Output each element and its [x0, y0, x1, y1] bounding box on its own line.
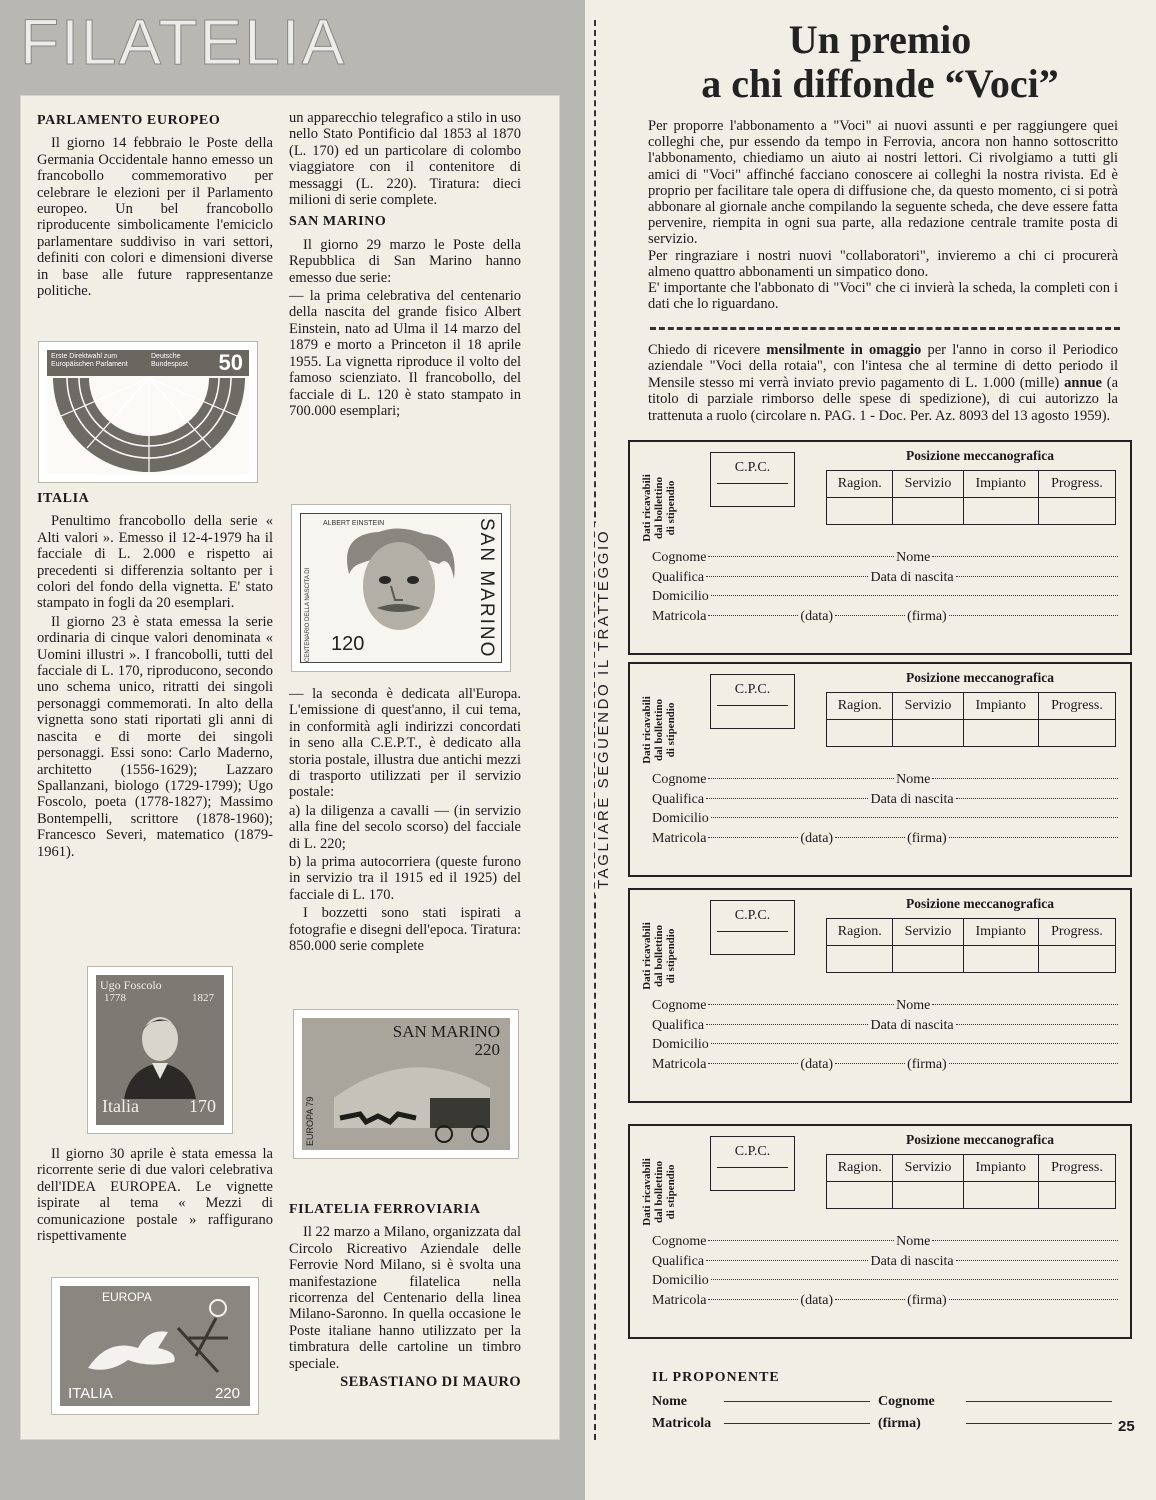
headline-line1: Un premio — [788, 17, 972, 62]
heading-ferroviaria: FILATELIA FERROVIARIA — [289, 1202, 481, 1217]
domicilio-field[interactable] — [711, 595, 1118, 596]
label-data-nascita: Data di nascita — [870, 1017, 954, 1033]
label-domicilio: Domicilio — [652, 1037, 709, 1052]
pm-cell[interactable] — [893, 498, 963, 525]
label-qualifica: Qualifica — [652, 1017, 705, 1033]
pm-col-progress: Progress. — [1038, 471, 1115, 498]
data-nascita-field[interactable] — [956, 798, 1118, 799]
pm-cell[interactable] — [1038, 498, 1115, 525]
pm-col-servizio: Servizio — [893, 1155, 963, 1182]
form-vlabel: Dati ricavabili dal bollettino di stipendio — [641, 696, 677, 764]
pm-table — [826, 692, 1116, 747]
qualifica-field[interactable] — [706, 798, 868, 799]
pm-cell[interactable] — [893, 720, 963, 747]
firma-field[interactable] — [949, 615, 1118, 616]
column-1b — [37, 488, 273, 862]
cpc-box[interactable] — [710, 900, 795, 955]
text-sanmarino-6: I bozzetti sono stati ispirati a fotografie e disegni dell'epoca. Tiratura: 850.000 serie complete — [289, 905, 521, 955]
stagecoach-icon — [320, 1048, 510, 1148]
headline — [620, 18, 1140, 106]
pm-col-progress: Progress. — [1038, 1155, 1115, 1182]
label-nome: Nome — [896, 1234, 931, 1249]
proponente-nome-label: Nome — [652, 1394, 687, 1409]
domicilio-field[interactable] — [711, 817, 1118, 818]
stamp-sanmarino-europa — [293, 1009, 519, 1159]
pm-cell[interactable] — [963, 946, 1038, 973]
text-sanmarino-2: — la prima celebrativa del centenario della nascita del grande fisico Albert Einstein, nato ad Ulma il 14 marzo del 1879 e morto a Princeton il 18 aprile 1955. La vignetta riproduce il volto del famoso scienziato. Il francobollo, del facciale di L. 120 è stato stampato in 700.000 esemplari; — [289, 288, 521, 419]
matricola-field[interactable] — [708, 1299, 798, 1300]
nome-field[interactable] — [932, 778, 1118, 779]
text-italia-2: Il giorno 23 è stata emessa la serie ordinaria di cinque valori denominata « Uomini illustri ». I francobolli, tutti del facciale di L. 170, riproducono, secondo uno schema unico, ritratti dei singoli personaggi commemorati. In alto della vignetta sono stati riportati gli anni di nascita e di morte dei singoli personaggi. Essi sono: Carlo Maderno, architetto (1556-1629); Lazzaro Spallanzani, biologo (1729-1799); Ugo Foscolo, poeta (1778-1827); Massimo Bontempelli, scrittore (1878-1960); Francesco Severi, matematico (1879-1961). — [37, 613, 273, 860]
matricola-field[interactable] — [708, 1063, 798, 1064]
filatelia-article — [20, 95, 560, 1440]
intro-1: Per proporre l'abbonamento a "Voci" ai nuovi assunti e per raggiungere quei colleghi che, pur essendo da tempo in Ferrovia, ancora non hanno sottoscritto l'abbonamento, chiediamo un aiuto ai nostri lettori. Ci rivolgiamo a tutti gli amici di "Voci" affinché facciano conoscere ai colleghi la nostra rivista. Ed è proprio per facilitare tale opera di diffusione che, da questo momento, ci si potrà abbonare al giornale anche compilando la seguente scheda, che deve essere fatta pervenire, riempita in ogni sua parte, alla redazione centrale tramite posta di servizio. — [648, 118, 1118, 248]
data-nascita-field[interactable] — [956, 576, 1118, 577]
label-data-nascita: Data di nascita — [870, 791, 954, 807]
subscription-form — [628, 440, 1132, 655]
pm-col-ragion: Ragion. — [827, 1155, 893, 1182]
dove-icon — [78, 1298, 238, 1388]
proponente-title: IL PROPONENTE — [652, 1370, 780, 1385]
label-firma: (firma) — [907, 830, 947, 846]
firma-field[interactable] — [949, 1299, 1118, 1300]
column-2 — [289, 110, 521, 421]
cpc-label: C.P.C. — [734, 682, 771, 697]
matricola-field[interactable] — [708, 615, 798, 616]
label-matricola: Matricola — [652, 830, 707, 846]
portrait-icon — [120, 1009, 200, 1099]
pm-cell[interactable] — [963, 720, 1038, 747]
label-nome: Nome — [896, 550, 931, 565]
label-data: (data) — [800, 608, 834, 624]
headline-line2: a chi diffonde “Voci” — [701, 61, 1059, 106]
label-domicilio: Domicilio — [652, 811, 709, 826]
proponente-cognome-label: Cognome — [878, 1394, 935, 1409]
cognome-field[interactable] — [708, 556, 894, 557]
label-nome: Nome — [896, 998, 931, 1013]
stamp-foscolo-year1: 1778 — [104, 992, 126, 1004]
column-1c — [37, 1146, 273, 1246]
nome-field[interactable] — [932, 1240, 1118, 1241]
form-vlabel: Dati ricavabili dal bollettino di stipendio — [641, 922, 677, 990]
label-qualifica: Qualifica — [652, 569, 705, 585]
domicilio-field[interactable] — [711, 1043, 1118, 1044]
text-sanmarino-4: a) la diligenza a cavalli — (in servizio alla fine del secolo scorso) del facciale di L. 220; — [289, 802, 521, 852]
proponente-section — [652, 1370, 1120, 1438]
cpc-label: C.P.C. — [734, 908, 771, 923]
stamp-germany-value: 50 — [218, 350, 243, 375]
label-nome: Nome — [896, 772, 931, 787]
cpc-label: C.P.C. — [734, 460, 771, 475]
matricola-field[interactable] — [708, 837, 798, 838]
label-matricola: Matricola — [652, 608, 707, 624]
pm-cell[interactable] — [963, 498, 1038, 525]
nome-field[interactable] — [932, 556, 1118, 557]
pm-cell[interactable] — [827, 1182, 893, 1209]
column-1 — [37, 110, 273, 301]
cut-label: TAGLIARE SEGUENDO IL TRATTEGGIO — [595, 523, 612, 895]
pm-col-ragion: Ragion. — [827, 471, 893, 498]
label-data: (data) — [800, 830, 834, 846]
data-nascita-field[interactable] — [956, 1024, 1118, 1025]
proponente-matricola-label: Matricola — [652, 1416, 712, 1431]
data-nascita-field[interactable] — [956, 1260, 1118, 1261]
stamp-sm-country: SAN MARINO — [392, 1022, 500, 1041]
stamp-sm-value: 220 — [474, 1040, 500, 1059]
label-firma: (firma) — [907, 1292, 947, 1308]
text-sanmarino-1: Il giorno 29 marzo le Poste della Repubblica di San Marino hanno emesso due serie: — [289, 236, 521, 286]
pm-col-impianto: Impianto — [963, 471, 1038, 498]
proponente-firma-field[interactable] — [966, 1423, 1112, 1424]
stamp-einstein — [291, 504, 511, 672]
label-data-nascita: Data di nascita — [870, 1253, 954, 1269]
form-vlabel: Dati ricavabili dal bollettino di stipendio — [641, 474, 677, 542]
label-domicilio: Domicilio — [652, 1273, 709, 1288]
section-title: FILATELIA — [20, 6, 347, 78]
form-fields — [652, 1232, 1120, 1310]
cpc-label: C.P.C. — [734, 1144, 771, 1159]
label-data-nascita: Data di nascita — [870, 569, 954, 585]
text-sanmarino-5: b) la prima autocorriera (queste furono in servizio tra il 1915 ed il 1925) del facciale di L. 170. — [289, 854, 521, 903]
label-domicilio: Domicilio — [652, 589, 709, 604]
stamp-germany-line1: Erste Direktwahl zum — [51, 353, 118, 360]
label-qualifica: Qualifica — [652, 791, 705, 807]
label-cognome: Cognome — [652, 772, 707, 787]
pm-col-impianto: Impianto — [963, 919, 1038, 946]
data-field[interactable] — [835, 837, 905, 838]
intro-3: E' importante che l'abbonato di "Voci" che ci invierà la scheda, la completi con i dati che lo riguardano. — [648, 280, 1118, 313]
pm-title: Posizione meccanografica — [905, 448, 1055, 463]
pm-col-servizio: Servizio — [893, 693, 963, 720]
label-firma: (firma) — [907, 608, 947, 624]
request-text — [648, 342, 1118, 424]
request-d: annue — [1064, 374, 1102, 391]
label-qualifica: Qualifica — [652, 1253, 705, 1269]
label-cognome: Cognome — [652, 998, 707, 1013]
cognome-field[interactable] — [708, 1004, 894, 1005]
stamp-sm-side: EUROPA 79 — [305, 1096, 315, 1146]
proponente-nome-field[interactable] — [724, 1401, 870, 1402]
stamp-italia-europa — [51, 1277, 259, 1415]
stamp-einstein-country: SAN MARINO — [476, 518, 497, 659]
dash-divider — [650, 327, 1120, 330]
form-fields — [652, 996, 1120, 1074]
label-cognome: Cognome — [652, 1234, 707, 1249]
text-ferroviaria: Il 22 marzo a Milano, organizzata dal Circolo Ricreativo Aziendale delle Ferrovie Nord Milano, si è svolta una manifestazione filatelica nella ricorrenza del Centenario della linea Milano-Saronno. In quella occasione le Poste italiane hanno utilizzato per la timbratura delle cartoline un timbro speciale. — [289, 1224, 521, 1372]
text-italia-1: Penultimo francobollo della serie « Alti valori ». Emesso il 12-4-1979 ha il facciale di L. 2.000 e rispetto ai precedenti si differenzia soltanto per i colori del fondo della vignetta. E' stato stampato in fogli da 20 esemplari. — [37, 513, 273, 612]
pm-title: Posizione meccanografica — [905, 670, 1055, 685]
einstein-portrait-icon — [329, 524, 469, 644]
pm-cell[interactable] — [893, 1182, 963, 1209]
pm-cell[interactable] — [1038, 1182, 1115, 1209]
stamp-foscolo-name: Ugo Foscolo — [100, 978, 162, 992]
column-2c — [289, 1199, 521, 1392]
stamp-einstein-value: 120 — [331, 633, 365, 655]
heading-italia: ITALIA — [37, 491, 90, 506]
stamp-foscolo-country: Italia — [102, 1096, 139, 1116]
stamp-italia-europa-top: EUROPA — [102, 1290, 152, 1304]
pm-cell[interactable] — [1038, 720, 1115, 747]
label-data: (data) — [800, 1056, 834, 1072]
pm-title: Posizione meccanografica — [905, 896, 1055, 911]
hemicycle-icon — [47, 376, 249, 474]
pm-col-impianto: Impianto — [963, 1155, 1038, 1182]
cpc-box[interactable] — [710, 1136, 795, 1191]
cpc-box[interactable] — [710, 674, 795, 729]
pm-col-progress: Progress. — [1038, 919, 1115, 946]
label-data: (data) — [800, 1292, 834, 1308]
pm-col-servizio: Servizio — [893, 471, 963, 498]
heading-parlamento: PARLAMENTO EUROPEO — [37, 113, 221, 128]
stamp-einstein-side: CENTENARIO DELLA NASCITA DI — [305, 567, 311, 662]
proponente-firma-label: (firma) — [878, 1416, 921, 1431]
stamp-germany-line2: Europäischen Parlament — [51, 361, 128, 368]
nome-field[interactable] — [932, 1004, 1118, 1005]
stamp-foscolo-value: 170 — [189, 1096, 216, 1116]
pm-cell[interactable] — [1038, 946, 1115, 973]
label-firma: (firma) — [907, 1056, 947, 1072]
cognome-field[interactable] — [708, 778, 894, 779]
request-a: Chiedo di ricevere — [648, 342, 761, 358]
label-matricola: Matricola — [652, 1292, 707, 1308]
firma-field[interactable] — [949, 1063, 1118, 1064]
form-vlabel: Dati ricavabili dal bollettino di stipendio — [641, 1158, 677, 1226]
pm-col-ragion: Ragion. — [827, 919, 893, 946]
data-field[interactable] — [835, 615, 905, 616]
pm-cell[interactable] — [963, 1182, 1038, 1209]
stamp-einstein-name: ALBERT EINSTEIN — [323, 520, 385, 527]
text-sanmarino-3: — la seconda è dedicata all'Europa. L'emissione di quest'anno, il cui tema, in conformità agli indirizzi concordati in seno alla C.E.P.T., è dedicato alla storia postale, illustra due antichi mezzi di trasporto utilizzati per il servizio postale: — [289, 686, 521, 801]
pm-col-impianto: Impianto — [963, 693, 1038, 720]
request-b: mensilmente in omaggio — [766, 342, 922, 358]
qualifica-field[interactable] — [706, 1024, 868, 1025]
data-field[interactable] — [835, 1063, 905, 1064]
intro — [648, 118, 1118, 312]
domicilio-field[interactable] — [711, 1279, 1118, 1280]
pm-title: Posizione meccanografica — [905, 1132, 1055, 1147]
pm-col-servizio: Servizio — [893, 919, 963, 946]
stamp-germany-line4: Bundespost — [151, 361, 188, 368]
stamp-italia-europa-value: 220 — [214, 1385, 240, 1402]
label-cognome: Cognome — [652, 550, 707, 565]
form-fields — [652, 548, 1120, 626]
author: SEBASTIANO DI MAURO — [340, 1374, 521, 1391]
form-fields — [652, 770, 1120, 848]
firma-field[interactable] — [949, 837, 1118, 838]
heading-sanmarino: SAN MARINO — [289, 214, 387, 230]
pm-col-ragion: Ragion. — [827, 693, 893, 720]
pm-table — [826, 1154, 1116, 1209]
cpc-box[interactable] — [710, 452, 795, 507]
subscription-form — [628, 1124, 1132, 1339]
stamp-germany — [38, 341, 258, 483]
pm-cell[interactable] — [827, 498, 893, 525]
pm-cell[interactable] — [827, 946, 893, 973]
text-col2-top: un apparecchio telegrafico a stilo in uso nello Stato Pontificio dal 1853 al 1870 (L. 170) ed un particolare di colombo viaggiatore con il contenitore di messaggi (L. 220). Tiratura: dieci milioni di serie complete. — [289, 110, 521, 209]
pm-col-progress: Progress. — [1038, 693, 1115, 720]
qualifica-field[interactable] — [706, 1260, 868, 1261]
label-matricola: Matricola — [652, 1056, 707, 1072]
stamp-foscolo-year2: 1827 — [192, 992, 214, 1004]
intro-2: Per ringraziare i nostri nuovi "collaboratori", invieremo a chi ci procurerà almeno quattro abbonamenti un simpatico dono. — [648, 247, 1118, 280]
data-field[interactable] — [835, 1299, 905, 1300]
stamp-germany-line3: Deutsche — [151, 353, 181, 360]
pm-cell[interactable] — [827, 720, 893, 747]
pm-cell[interactable] — [893, 946, 963, 973]
subscription-form — [628, 662, 1132, 877]
proponente-matricola-field[interactable] — [724, 1423, 870, 1424]
pm-table — [826, 918, 1116, 973]
request-e: (a titolo di parziale rimborso delle spese di spedizione), di cui autorizzo la trattenuta a ruolo (circolare n. PAG. 1 - Doc. Per. Az. 8093 del 13 agosto 1959). — [648, 374, 1119, 424]
column-2b — [289, 686, 521, 957]
page-number: 25 — [1118, 1418, 1135, 1435]
stamp-italia-europa-country: ITALIA — [68, 1385, 113, 1402]
cognome-field[interactable] — [708, 1240, 894, 1241]
proponente-cognome-field[interactable] — [966, 1401, 1112, 1402]
stamp-foscolo — [87, 966, 233, 1134]
qualifica-field[interactable] — [706, 576, 868, 577]
text-europa: Il giorno 30 aprile è stata emessa la ricorrente serie di due valori celebrativa dell'IDEA EUROPEA. Le vignette ispirate al tema « Mezzi di comunicazione postale » raffigurano rispettivamente — [37, 1146, 273, 1245]
text-parlamento: Il giorno 14 febbraio le Poste della Germania Occidentale hanno emesso un francobollo commemorativo per celebrare le elezioni per il Parlamento europeo. Un bel francobollo riproducente simbolicamente l'emiciclo parlamentare suddiviso in vari settori, definiti con colori e dimensioni diverse in base alle future rappresentanze politiche. — [37, 135, 273, 300]
pm-table — [826, 470, 1116, 525]
request-c: per l'anno in corso il Periodico aziendale "Voci della rotaia", con l'intesa che al termine di detto periodo il Mensile stesso mi verrà inviato previo pagamento di L. 1.000 (mille) — [648, 342, 1119, 391]
subscription-form — [628, 888, 1132, 1103]
